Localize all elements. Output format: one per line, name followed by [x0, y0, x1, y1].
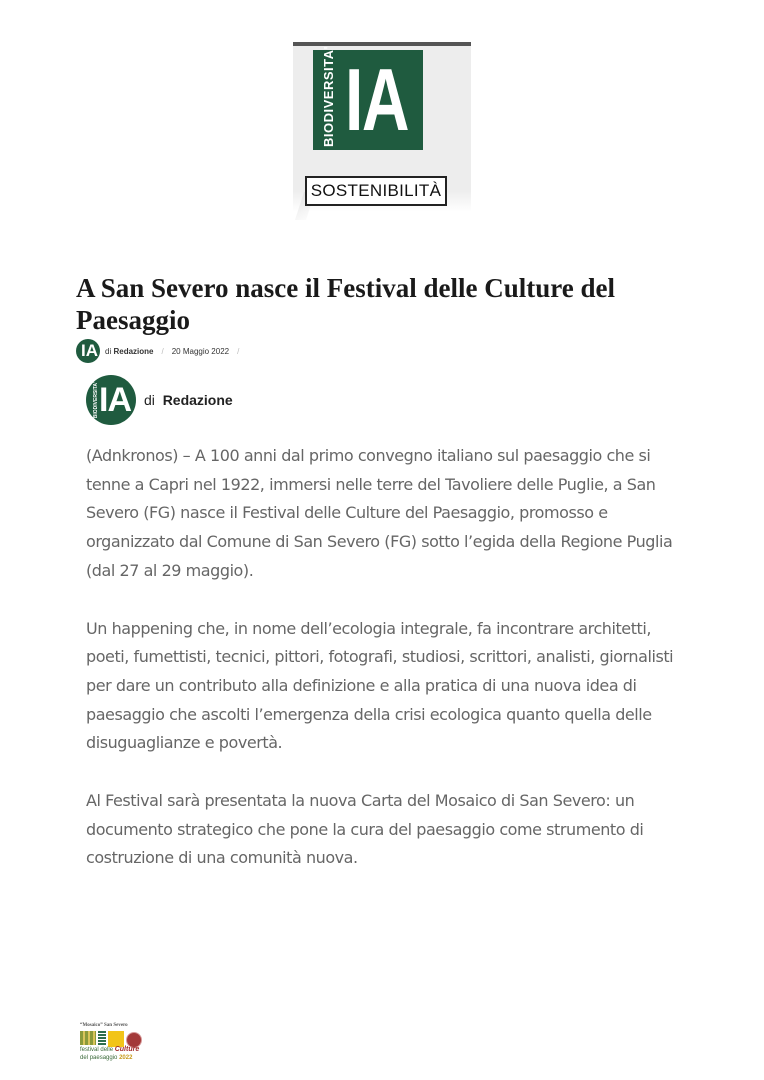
festival-logo-text	[80, 1046, 150, 1062]
author-avatar-large[interactable]	[86, 375, 136, 425]
festival-logo	[80, 1022, 146, 1064]
del-word: del	[80, 1055, 89, 1061]
byline-separator-end: /	[237, 346, 240, 356]
byline-separator: /	[161, 346, 164, 356]
avatar-large-text: IA	[99, 381, 131, 419]
sun-square-icon	[108, 1031, 124, 1047]
avatar-small-text: IA	[81, 341, 98, 360]
logo-vertical-text: BIODIVERSITA'	[321, 45, 336, 147]
article-paragraph: Al Festival sarà presentata la nuova Carta del Mosaico di San Severo: un documento strategico che pone la cura del paesaggio come strumento di costruzione di una comunità nuova.	[86, 791, 644, 868]
article-paragraph: Un happening che, in nome dell’ecologia integrale, fa incontrare architetti, poeti, fumettisti, tecnici, pittori, fotografi, studiosi, scrittori, analisti, giornalisti per dare un contributo alla definizione e alla pratica di una nuova idea di paesaggio che ascolti l’emergenza della crisi ecologica quanto quella delle disuguaglianze e povertà.	[86, 618, 674, 753]
festival-logo-top-line: “Mosaico” San Severo	[80, 1023, 128, 1028]
article-body	[86, 442, 686, 902]
year-text: 2022	[119, 1055, 133, 1061]
paesaggio-word: paesaggio	[89, 1055, 118, 1061]
author-box-prefix: di	[144, 392, 155, 408]
article-title: A San Severo nasce il Festival delle Culture del Paesaggio	[76, 273, 615, 335]
article-paragraph: (Adnkronos) – A 100 anni dal primo convegno italiano sul paesaggio che si tenne a Capri nel 1922, immersi nelle terre del Tavoliere delle Puglie, a San Severo (FG) nasce il Festival delle Culture del Paesaggio, promosso e organizzato dal Comune di San Severo (FG) sotto l’egida della Regione Puglia (dal 27 al 29 maggio).	[86, 446, 673, 580]
author-box-name[interactable]: Redazione	[162, 392, 233, 408]
category-tag[interactable]: SOSTENIBILITÀ	[305, 176, 447, 206]
site-logo[interactable]	[313, 45, 423, 150]
byline-prefix: di	[105, 346, 112, 356]
byline	[76, 338, 247, 364]
byline-author[interactable]: Redazione	[113, 346, 154, 356]
logo-main-text: IA	[345, 50, 408, 149]
bars-icon	[98, 1031, 106, 1045]
culture-word: Culture	[114, 1046, 140, 1053]
author-avatar-small[interactable]	[76, 339, 100, 363]
byline-date: 20 Maggio 2022	[171, 346, 230, 356]
author-box	[86, 374, 233, 426]
avatar-large-vertical-text: BIODIVERSITA'	[93, 381, 99, 419]
mosaic-grid-icon	[80, 1031, 96, 1045]
author-box-text	[144, 390, 233, 410]
festival-word: festival	[80, 1047, 99, 1053]
delle-word: delle	[100, 1047, 114, 1053]
